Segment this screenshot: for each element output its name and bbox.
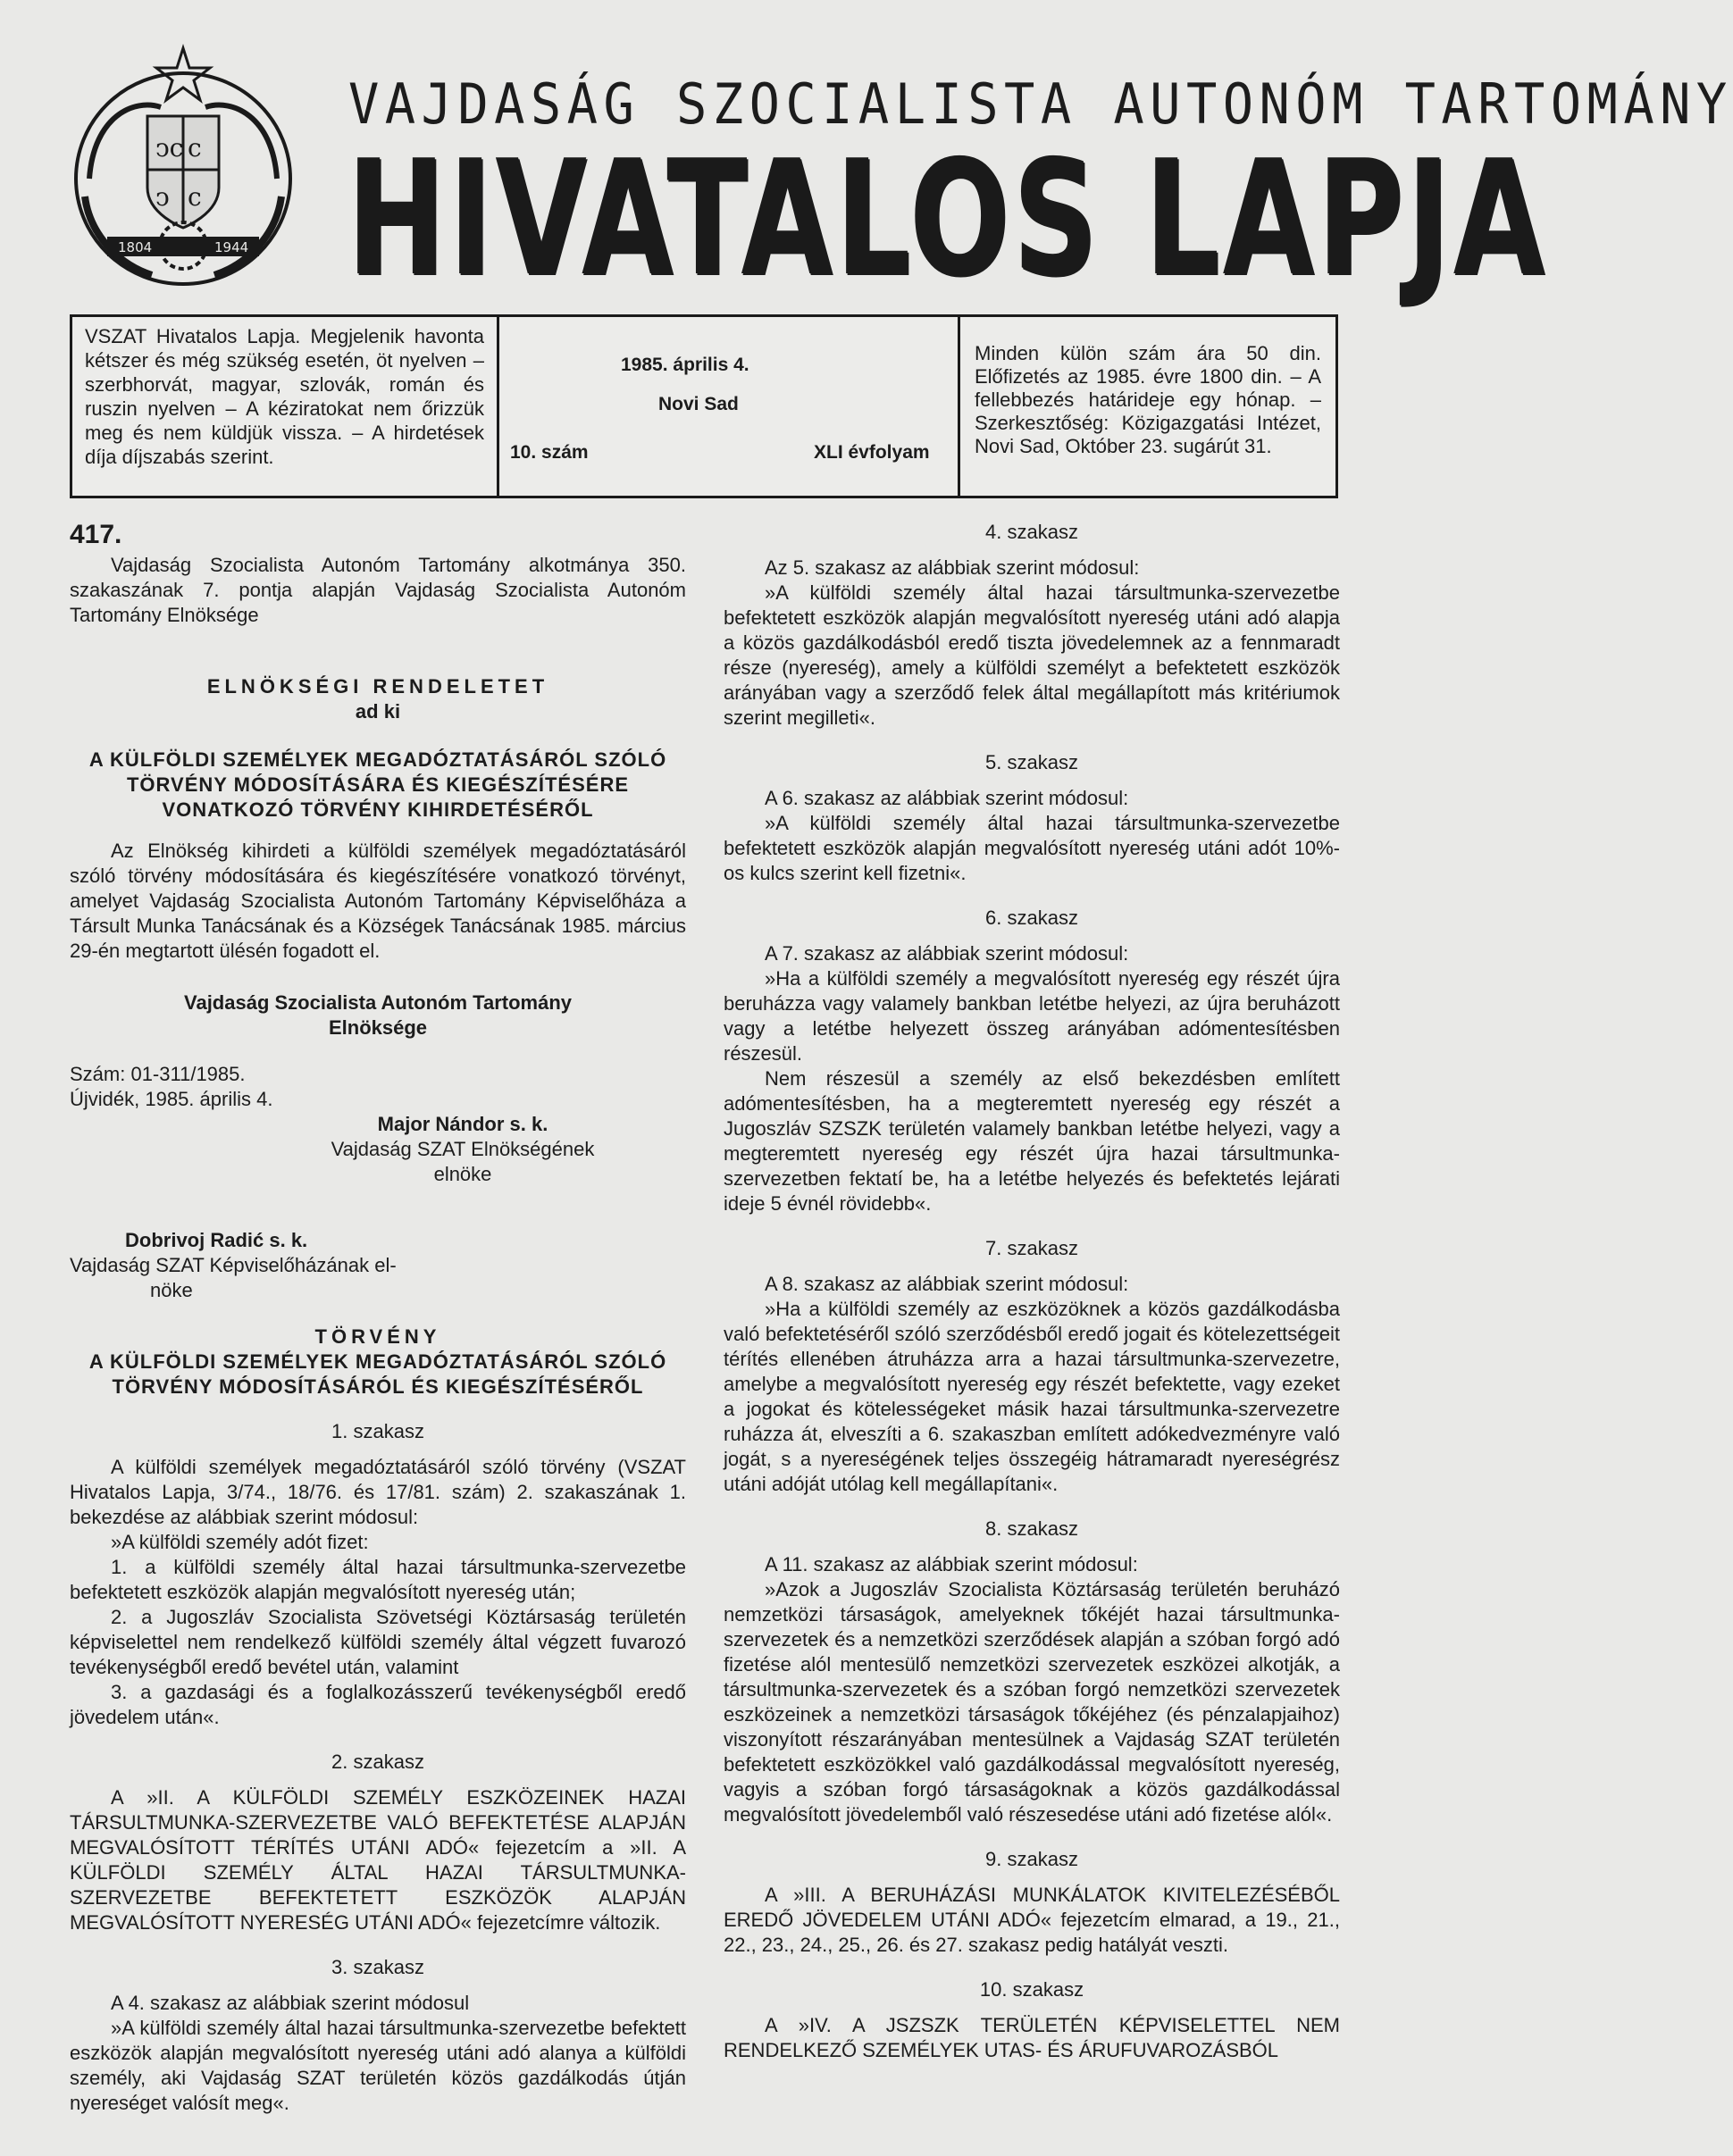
section-10-text: A »IV. A JSZSZK TERÜLETÉN KÉPVISELETTEL NEM RENDELKEZŐ SZEMÉLYEK UTAS- ÉS ÁRUFUVAROZÁSBÓL <box>724 2014 1340 2061</box>
svg-text:ͻc: ͻc <box>155 133 184 163</box>
left-column <box>70 522 686 2116</box>
publication-info-box <box>70 314 1338 498</box>
section-2-heading: 2. szakasz <box>331 1751 424 1773</box>
right-column <box>724 520 1340 2063</box>
section-9-heading: 9. szakasz <box>985 1848 1078 1870</box>
section-3-heading: 3. szakasz <box>331 1956 424 1978</box>
publication-notice: VSZAT Hivatalos Lapja. Megjelenik havonta kétszer és még szükség esetén, öt nyelven – szerbhorvát, magyar, szlovák, román és ruszin nyelven – A kéziratokat nem őrizzük meg és nem küldjük vissza. – A hirdetések díja díjszabás szerint. <box>72 317 499 496</box>
issue-date: 1985. április 4. <box>621 355 749 375</box>
issuer-body: Elnöksége <box>328 1016 428 1039</box>
section-5-quote: »A külföldi személy által hazai társultmunka-szervezetbe befektetett eszközök alapján megvalósított nyereség utáni adót 10%-os kulcs szerint kell fizetni«. <box>724 812 1340 884</box>
section-1-heading: 1. szakasz <box>331 1420 424 1442</box>
decree-subject: A KÜLFÖLDI SZEMÉLYEK MEGADÓZTATÁSÁRÓL SZÓLÓ TÖRVÉNY MÓDOSÍTÁSÁRA ÉS KIEGÉSZÍTÉSÉRE VONATKOZÓ TÖRVÉNY KIHIRDETÉSÉRŐL <box>88 748 667 821</box>
section-1-item-1: 1. a külföldi személy által hazai társultmunka-szervezetbe befektetett eszközök alapján megvalósított nyereség után; <box>70 1556 686 1603</box>
reference-number: Szám: 01-311/1985. <box>70 1063 246 1085</box>
section-8-heading: 8. szakasz <box>985 1517 1078 1540</box>
issue-volume: XLI évfolyam <box>814 442 930 463</box>
svg-text:c: c <box>188 133 202 163</box>
law-title: TÖRVÉNY <box>314 1325 441 1348</box>
section-4-quote: »A külföldi személy által hazai társultmunka-szervezetbe befektetett eszközök alapján megvalósított nyereség utáni adó alapja a közös gazdálkodásból eredő tiszta jövedelemnek az a fennmaradt része (nyereség), amely a külföldi személyt a befektetett eszközök arányában vagy a szerződő felek által megállapított más kritériumok szerint megilleti«. <box>724 581 1340 729</box>
svg-text:c: c <box>188 182 202 212</box>
signature-2-role: Vajdaság SZAT Képviselőházának el- <box>70 1254 397 1276</box>
emblem-year-right: 1944 <box>214 239 249 255</box>
decree-title: ELNÖKSÉGI RENDELETET <box>206 675 549 698</box>
section-8-text: A 11. szakasz az alábbiak szerint módosul: <box>765 1553 1138 1575</box>
issue-info <box>499 317 960 496</box>
coat-of-arms-emblem <box>63 45 304 295</box>
section-7-text: A 8. szakasz az alábbiak szerint módosul: <box>765 1273 1129 1295</box>
section-6-quote: »Ha a külföldi személy a megvalósított nyereség egy részét újra beruházza vagy valamely bankban letétbe helyezi, az újra beruházott vagy a letétbe helyezett összeg arányában adómentesítésben részesül. <box>724 967 1340 1065</box>
section-1-text: A külföldi személyek megadóztatásáról szóló törvény (VSZAT Hivatalos Lapja, 3/74., 18/76. és 17/81. szám) 2. szakaszának 1. bekezdése az alábbiak szerint módosul: <box>70 1456 686 1528</box>
pricing-editorial-info: Minden külön szám ára 50 din. Előfizetés az 1985. évre 1800 din. – A fellebbezés határideje egy hónap. – Szerkesztőség: Közigazgatási Intézet, Novi Sad, Október 23. sugárút 31. <box>975 342 1321 457</box>
section-8-quote: »Azok a Jugoszláv Szocialista Köztársaság területén beruházó nemzetközi társaságok, amelyeknek tőkéjét hazai társultmunka-szervezetek és a nemzetközi szerződések alapján a szóban forgó adó fizetése alól mentesülő nemzetközi szervezetek eszközei alkotják, a társultmunka-szervezetek és a szóban forgó nemzetközi szervezetek eszközeinek a nemzetközi társaságok tőkéjéhez (és pénzalapjaihoz) viszonyított részarányában mentesülnek a Vajdaság SZAT területén befektetett eszközökkel való gazdálkodással megvalósított nyereség, vagyis a szóban forgó társaságoknak a közös gazdálkodással megvalósított jövedelemből való részesedése utáni adó fizetése alól«. <box>724 1578 1340 1826</box>
section-1-item-2: 2. a Jugoszláv Szocialista Szövetségi Köztársaság területén képviselettel nem rendelkező külföldi személy által végzett fuvarozó tevékenységből eredő bevétel után, valamint <box>70 1606 686 1678</box>
section-2-text: A »II. A KÜLFÖLDI SZEMÉLY ESZKÖZEINEK HAZAI TÁRSULTMUNKA-SZERVEZETBE VALÓ BEFEKTETÉSE ALAPJÁN MEGVALÓSÍTOTT TÉRÍTÉS UTÁNI ADÓ« fejezetcím a »II. A KÜLFÖLDI SZEMÉLY ÁLTAL HAZAI TÁRSULTMUNKA-SZERVEZETBE BEFEKTETETT ESZKÖZÖK ALAPJÁN MEGVALÓSÍTOTT NYERESÉG UTÁNI ADÓ« fejezetcímre változik. <box>70 1786 686 1934</box>
svg-text:ͻ: ͻ <box>155 182 170 212</box>
signature-1-name: Major Nándor s. k. <box>377 1113 548 1135</box>
signature-2-name: Dobrivoj Radić s. k. <box>125 1229 308 1251</box>
signature-2-role-cont: nöke <box>150 1279 193 1301</box>
issue-number: 10. szám <box>510 442 589 463</box>
section-6-quote-cont: Nem részesül a személy az első bekezdésben említett adómentesítésben, ha a megteremtett nyereség egy részét a Jugoszláv SZSZK területén valamely bankban letétbe helyezi, vagy a megteremtett nyereség egy részét újra hazai társultmunka-szervezetben fektatí be, ha a letétbe helyezés és befektetés lejárati ideje 5 évnél rövidebb«. <box>724 1067 1340 1215</box>
law-subject: A KÜLFÖLDI SZEMÉLYEK MEGADÓZTATÁSÁRÓL SZÓLÓ TÖRVÉNY MÓDOSÍTÁSÁRÓL ÉS KIEGÉSZÍTÉSÉRŐL <box>88 1350 667 1398</box>
section-3-quote: »A külföldi személy által hazai társultmunka-szervezetbe befektett eszközök alapján megvalósított nyereség utáni adó alanya a külföldi személy, aki Vajdaság SZAT területén közös gazdálkodás útján nyereséget valósít meg«. <box>70 2017 686 2114</box>
decree-subtitle: ad ki <box>355 700 401 723</box>
decree-body: Az Elnökség kihirdeti a külföldi személyek megadóztatásáról szóló törvény módosítására és kiegészítésére vonatkozó törvényt, amelyet Vajdaság Szocialista Autonóm Tartomány Képviselőháza a Társult Munka Tanácsának és a Községek Tanácsának 1985. március 29-én megtartott ülésén fogadott el. <box>70 840 686 962</box>
section-1-quote: »A külföldi személy adót fizet: <box>111 1531 369 1553</box>
section-7-quote: »Ha a külföldi személy az eszközöknek a közös gazdálkodásba való befektetéséről szóló szerződésből eredő jogait és kötelezettségeit térítés ellenében átruházza arra a hazai társultmunka-szervezetre, amelybe a megvalósított nyereség egy részét befektette, vagy ezeket a jogokat és kötelességeket másik hazai társultmunka-szervezetre ruházza át, elveszíti a 6. szakaszban említett adókedvezményre való jogát, s a nyereségének teljes összegéig hátramaradt nyereségrész utáni adóját utólag kell megállapítani«. <box>724 1298 1340 1495</box>
section-6-heading: 6. szakasz <box>985 907 1078 929</box>
emblem-year-left: 1804 <box>118 239 153 255</box>
section-9-text: A »III. A BERUHÁZÁSI MUNKÁLATOK KIVITELEZÉSÉBŐL EREDŐ JÖVEDELEM UTÁNI ADÓ« fejezetcím elmarad, a 19., 21., 22., 23., 24., 25., 26. és 27. szakasz pedig hatályát veszti. <box>724 1884 1340 1956</box>
entry-number: 417. <box>70 520 122 549</box>
masthead-gazette-title: HIVATALOS LAPJA <box>347 126 1548 311</box>
signature-1-role: Vajdaság SZAT Elnökségének <box>331 1138 595 1160</box>
signature-1-role-cont: elnöke <box>433 1163 492 1185</box>
reference-place-date: Újvidék, 1985. április 4. <box>70 1088 273 1110</box>
section-5-heading: 5. szakasz <box>985 751 1078 773</box>
section-10-heading: 10. szakasz <box>979 1978 1084 2001</box>
section-3-text: A 4. szakasz az alábbiak szerint módosul <box>111 1992 470 2014</box>
section-5-text: A 6. szakasz az alábbiak szerint módosul: <box>765 787 1129 809</box>
section-4-heading: 4. szakasz <box>985 521 1078 543</box>
issue-place: Novi Sad <box>658 394 739 414</box>
section-7-heading: 7. szakasz <box>985 1237 1078 1259</box>
masthead-region-name: VAJDASÁG SZOCIALISTA AUTONÓM TARTOMÁNY <box>348 71 1733 137</box>
section-4-text: Az 5. szakasz az alábbiak szerint módosul: <box>765 556 1140 579</box>
section-1-item-3: 3. a gazdasági és a foglalkozásszerű tevékenységből eredő jövedelem után«. <box>70 1681 686 1728</box>
section-6-text: A 7. szakasz az alábbiak szerint módosul: <box>765 942 1129 965</box>
decree-intro: Vajdaság Szocialista Autonóm Tartomány alkotmánya 350. szakaszának 7. pontja alapján Vajdaság Szocialista Autonóm Tartomány Elnöksége <box>70 554 686 626</box>
issuer-name: Vajdaság Szocialista Autonóm Tartomány <box>184 991 572 1014</box>
